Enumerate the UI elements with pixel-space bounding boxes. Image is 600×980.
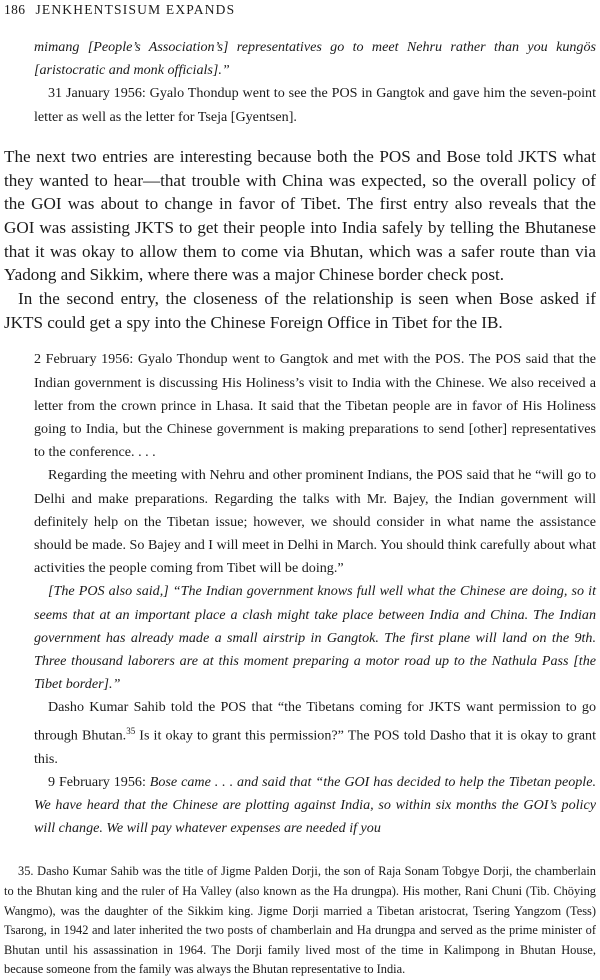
body-text xyxy=(4,145,596,335)
page-number: 186 xyxy=(4,2,26,17)
body-paragraph: In the second entry, the closeness of the relationship is seen when Bose asked if JKTS could get a spy into the Chinese Foreign Office in Tibet for the IB. xyxy=(4,289,596,332)
extract-paragraph: 2 February 1956: Gyalo Thondup went to Gangtok and met with the POS. The POS said that the Indian government is discussing His Holiness’s visit to India with the Chinese. We also received a letter from the crown prince in Lhasa. It said that the Tibetan people are in favor of His Holiness going to India, but the Chinese government is making preparations to send [other] representatives to the conference. . . . xyxy=(34,351,596,461)
footnote-ref[interactable]: 35 xyxy=(126,725,136,736)
entry-date: 9 February 1956: xyxy=(48,773,150,790)
running-title: JENKHENTSISUM EXPANDS xyxy=(35,2,236,17)
dasho-text-rest: Is it okay to grant this permission?” The POS told Dasho that it is okay to grant this. xyxy=(34,727,596,767)
body-paragraph: The next two entries are interesting because both the POS and Bose told JKTS what they wanted to hear—that trouble with China was expected, so the overall policy of the GOI was about to change in favor of Tibet. The first entry also reveals that the GOI was assisting JKTS to get their people into India safely by telling the Bhutanese that it was okay to allow them to come via Bhutan, which was a safer route than via Yadong and Sikkim, where there was a major Chinese border check post. xyxy=(4,146,596,285)
extract-paragraph xyxy=(34,771,596,841)
extract-block-1 xyxy=(4,36,596,129)
extract-paragraph xyxy=(34,36,596,82)
italic-quote: mimang [People’s Association’s] representatives go to meet Nehru rather than you kungös [aristocratic and monk officials].” xyxy=(34,39,596,79)
footnote-35: 35. Dasho Kumar Sahib was the title of Jigme Palden Dorji, the son of Raja Sonam Tobgye Dorji, the chamberlain to the Bhutan king and the ruler of Ha Valley (also known as the Ha drungpa). His mother, Rani Chuni (Tib. Chöying Wangmo), was the daughter of the Sikkim king. Jigme Dorji married a Tibetan aristocrat, Tsering Yangzom (Tess) Tsarong, in 1942 and later inherited the two posts of chamberlain and Ha drungpa and served as the prime minister of Bhutan until his assassination in 1964. The Dorji family lived most of the time in Kalimpong in Bhutan House, because someone from the family was always the Bhutan representative to India. xyxy=(4,864,596,977)
dasho-text: Dasho Kumar Sahib told the POS that “the Tibetans coming for JKTS want permission to go through Bhutan. xyxy=(34,699,596,744)
italic-quote: Bose came . . . and said that “the GOI has decided to help the Tibetan people. We have heard that the Chinese are plotting against India, so within six months the GOI’s policy will change. We will pay whatever expenses are needed if you xyxy=(34,773,596,837)
extract-paragraph: 31 January 1956: Gyalo Thondup went to see the POS in Gangtok and gave him the seven-point letter as well as the letter for Tseja [Gyentsen]. xyxy=(34,85,596,125)
extract-paragraph: Regarding the meeting with Nehru and other prominent Indians, the POS said that he “will go to Delhi and make preparations. Regarding the talks with Mr. Bajey, the Indian government will definitely help on the Tibetan issue; however, we should consider in what name the assistance should be made. So Bajey and I will meet in Delhi in March. You should think carefully about what activities the people coming from Tibet will be doing.” xyxy=(34,467,596,577)
italic-quote: [The POS also said,] “The Indian government knows full well what the Chinese are doing, so it seems that at an important place a clash might take place between India and China. The Indian government has already made a small airstrip in Gangtok. The first plane will land on the 9th. Three thousand laborers are at this moment preparing a motor road up to the Nathula Pass [the Tibet border].” xyxy=(34,583,596,693)
extract-block-2 xyxy=(4,348,596,840)
extract-paragraph xyxy=(34,580,596,696)
extract-paragraph xyxy=(34,696,596,770)
footnotes xyxy=(4,862,596,980)
running-header xyxy=(4,2,596,18)
